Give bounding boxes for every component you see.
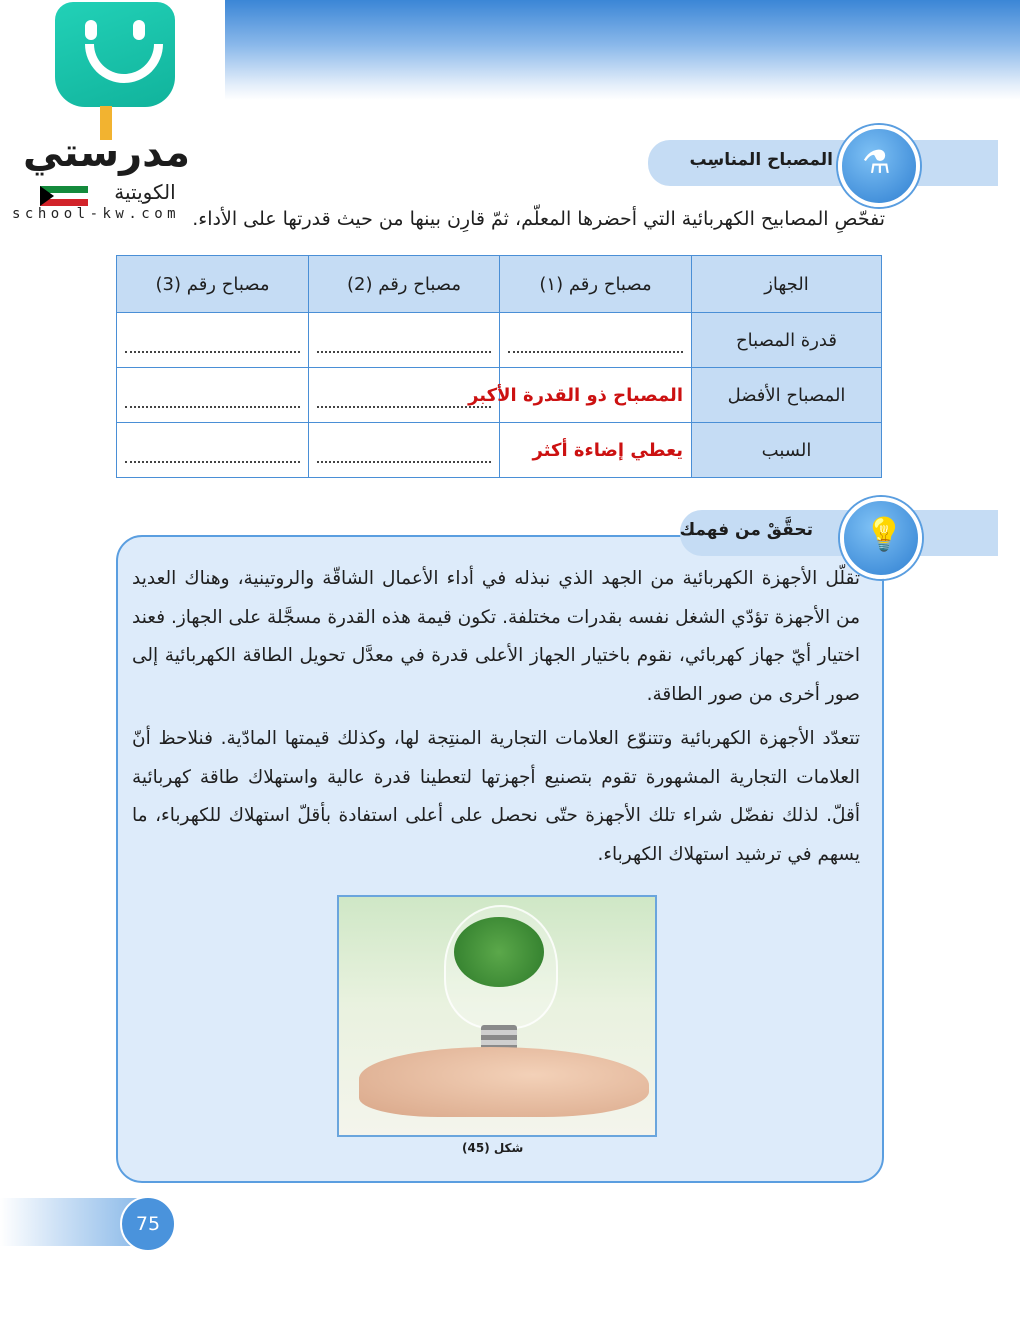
logo-mark: [55, 2, 175, 107]
paragraph-2: تتعدّد الأجهزة الكهربائية وتتنوّع العلامات التجارية المنتِجة لها، وكذلك قيمتها المادّية. فنلاحظ أنّ العلامات التجارية المشهورة تقوم بتصنيع أجهزتها لتعطينا قدرة عالية واستهلاك طاقة كهربائية أقلّ. لذلك نفضّل شراء تلك الأجهزة حتّى نحصل على أعلى استفادة بأقلّ استهلاك للكهرباء، ما يسهم في ترشيد استهلاك الكهرباء.: [132, 728, 860, 865]
section-title: المصباح المناسِب: [689, 150, 833, 170]
answer-cell[interactable]: [468, 368, 692, 423]
open-hand: [359, 1047, 649, 1117]
handwritten-answer-reason: يعطي إضاءة أكثر: [532, 439, 683, 461]
page-number-band: [0, 1198, 140, 1246]
kuwait-flag-icon: [40, 186, 88, 206]
answer-cell[interactable]: [117, 313, 309, 368]
answer-cell[interactable]: [309, 313, 500, 368]
header-lamp-1: مصباح رقم (١): [500, 256, 692, 313]
figure-caption: شكل (45): [462, 1141, 524, 1155]
logo-subtitle: الكويتية: [114, 180, 176, 204]
school-logo: [0, 0, 225, 230]
lamp-comparison-table: [116, 255, 882, 478]
logo-smile: [85, 44, 163, 83]
header-device: الجهاز: [692, 256, 882, 313]
answer-cell[interactable]: [500, 313, 692, 368]
logo-name: مدرستي: [22, 130, 190, 176]
answer-cell[interactable]: [117, 423, 309, 478]
answer-cell[interactable]: [117, 368, 309, 423]
flask-icon: ⚗: [838, 125, 920, 207]
figure-bulb-tree-photo: [337, 895, 657, 1137]
header-lamp-2: مصباح رقم (2): [309, 256, 500, 313]
header-lamp-3: مصباح رقم (3): [117, 256, 309, 313]
table-row: [117, 368, 882, 423]
table-header-row: [117, 256, 882, 313]
handwritten-answer-best: المصباح ذو القدرة الأكبر: [468, 384, 683, 406]
row-label-power: قدرة المصباح: [692, 313, 882, 368]
page-number: 75: [120, 1196, 176, 1252]
instruction-text: تفحّصِ المصابيح الكهربائية التي أحضرها المعلّم، ثمّ قارِن بينها من حيث قدرتها على الأداء.: [192, 208, 885, 230]
section-header-suitable-lamp: [648, 140, 998, 186]
table-row: [117, 423, 882, 478]
row-label-best: المصباح الأفضل: [692, 368, 882, 423]
row-label-reason: السبب: [692, 423, 882, 478]
lightbulb-icon: 💡: [840, 497, 922, 579]
tree-canopy: [454, 917, 544, 987]
logo-eye-right: [133, 20, 145, 40]
section-header-check: [680, 510, 998, 556]
paragraph-1: تقلّل الأجهزة الكهربائية من الجهد الذي نبذله في أداء الأعمال الشاقّة والروتينية، وهناك العديد من الأجهزة تؤدّي الشغل نفسه بقدرات مختلفة. تكون قيمة هذه القدرة مسجَّلة على الجهاز. فعند اختيار أيّ جهاز كهربائي، نقوم باختيار الجهاز الأعلى قدرة في معدَّل تحويل الطاقة الكهربائية إلى صور أخرى من صور الطاقة.: [132, 568, 860, 705]
section-title-check: تحقَّقْ من فهمك: [679, 520, 813, 540]
answer-cell[interactable]: [500, 423, 692, 478]
logo-url: school-kw.com: [12, 206, 181, 222]
logo-eye-left: [85, 20, 97, 40]
answer-cell[interactable]: [309, 423, 500, 478]
top-banner: [225, 0, 1020, 100]
table-row: [117, 313, 882, 368]
